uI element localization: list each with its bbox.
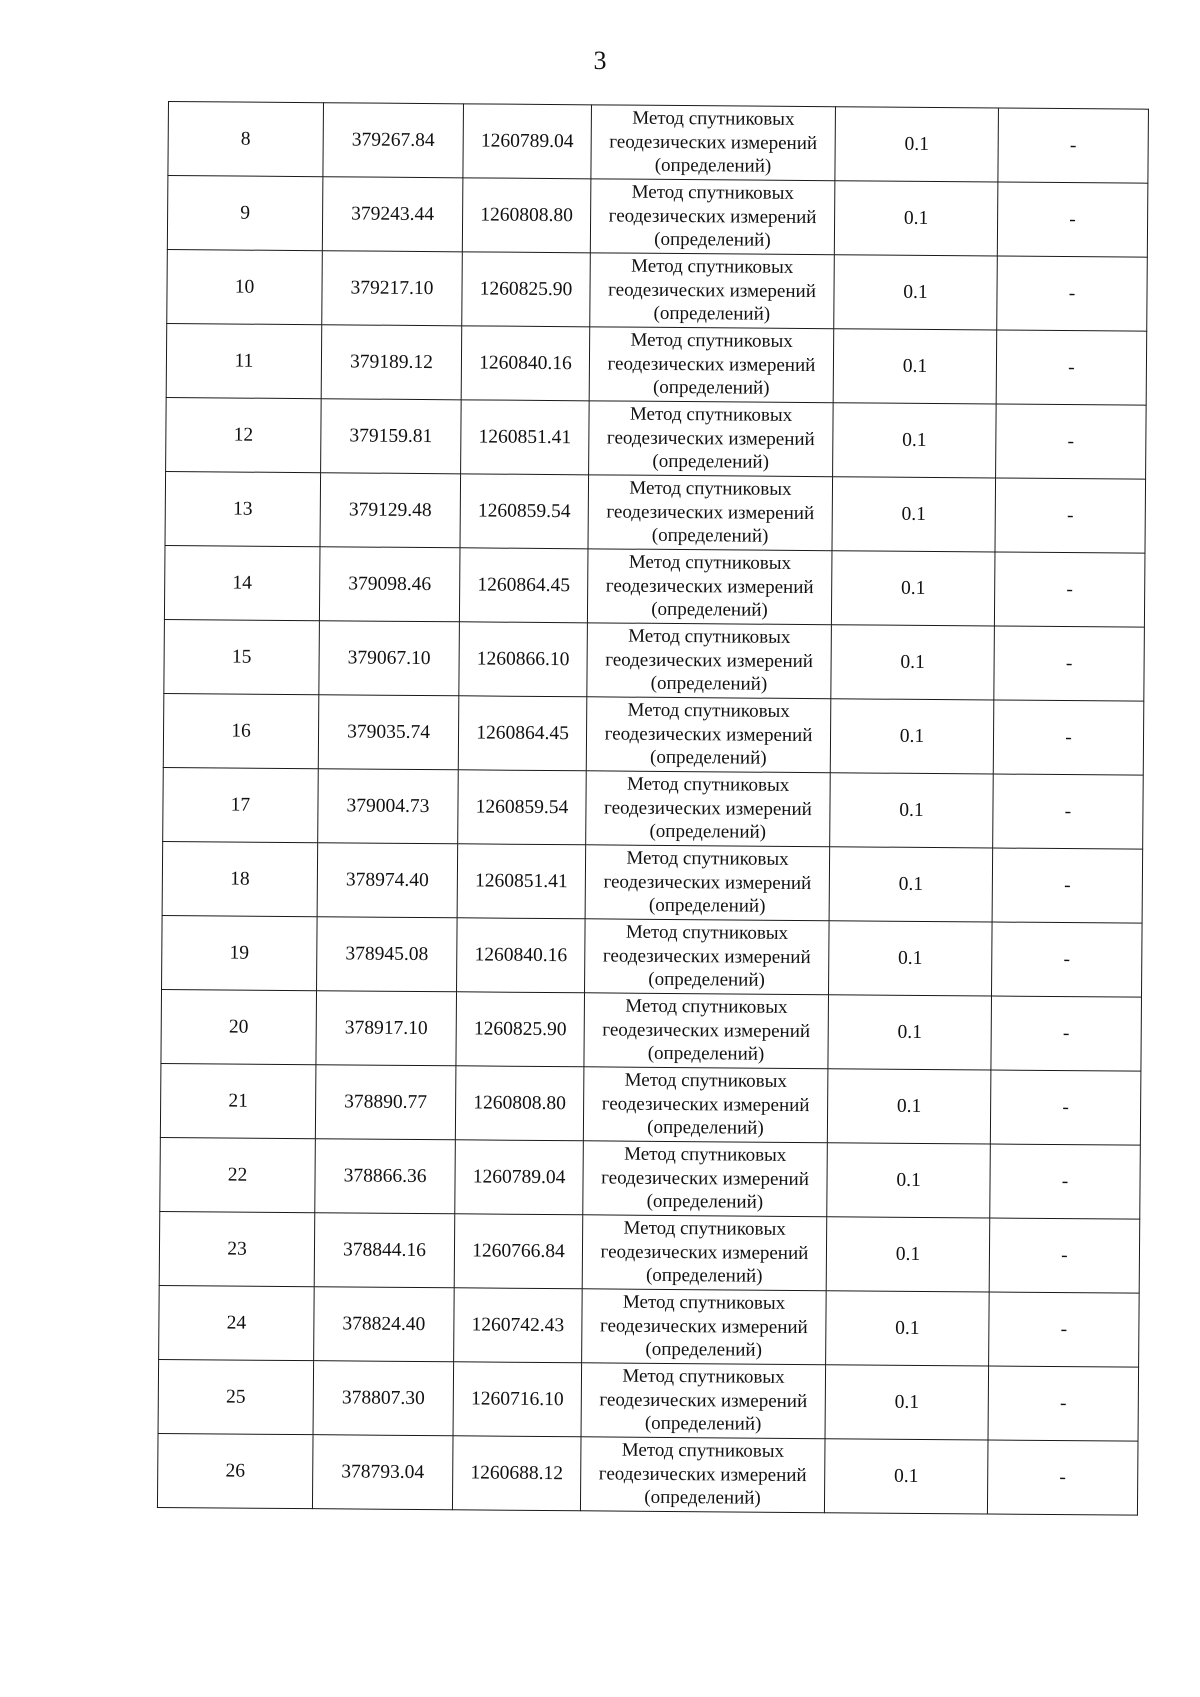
method-text-line: (определений) <box>647 1043 765 1065</box>
method-text-line: Метод спутниковых <box>623 1217 786 1241</box>
method-text-line: Метод спутниковых <box>630 329 793 353</box>
method-text-line: (определений) <box>648 969 765 991</box>
method-cell <box>581 1363 826 1439</box>
method-text-line: геодезических измерений <box>605 575 814 598</box>
x-coordinate-cell: 379067.10 <box>319 621 460 696</box>
method-text-line: геодезических измерений <box>604 723 813 746</box>
method-cell <box>590 179 835 255</box>
x-coordinate-cell: 378824.40 <box>314 1287 455 1362</box>
method-text-line: геодезических измерений <box>601 1167 810 1190</box>
x-coordinate-cell: 378890.77 <box>315 1065 456 1140</box>
table-row <box>161 989 1142 1071</box>
point-number-cell: 23 <box>159 1211 315 1286</box>
table-row <box>165 471 1146 553</box>
point-number-cell: 18 <box>162 841 318 916</box>
accuracy-cell: 0.1 <box>833 403 997 478</box>
method-text-line: геодезических измерений <box>606 427 815 450</box>
method-text-line: (определений) <box>644 1487 761 1509</box>
note-cell: - <box>988 1366 1139 1441</box>
accuracy-cell: 0.1 <box>827 1143 991 1218</box>
point-number-cell: 25 <box>158 1359 314 1434</box>
accuracy-cell: 0.1 <box>826 1291 990 1366</box>
method-text-line: Метод спутниковых <box>624 1069 788 1093</box>
point-number-cell: 19 <box>162 915 318 990</box>
method-text-line: геодезических измерений <box>598 1463 807 1486</box>
method-cell <box>585 919 830 995</box>
note-cell: - <box>989 1292 1140 1367</box>
x-coordinate-cell: 378844.16 <box>314 1213 455 1288</box>
x-coordinate-cell: 379243.44 <box>322 177 463 252</box>
note-cell: - <box>995 478 1146 553</box>
method-cell <box>587 623 832 699</box>
note-cell: - <box>992 848 1143 923</box>
method-text-line: (определений) <box>654 155 772 177</box>
table-row <box>157 1433 1138 1515</box>
method-text-line: (определений) <box>651 599 768 621</box>
method-cell <box>584 993 829 1069</box>
x-coordinate-cell: 379189.12 <box>321 325 462 400</box>
method-text-line: (определений) <box>645 1265 763 1287</box>
note-cell: - <box>994 626 1145 701</box>
note-cell: - <box>994 552 1145 627</box>
table-row <box>164 545 1145 627</box>
x-coordinate-cell: 379159.81 <box>321 399 462 474</box>
note-cell: - <box>990 1070 1141 1145</box>
note-cell: - <box>997 182 1148 257</box>
table-row <box>163 767 1144 849</box>
note-cell: - <box>996 330 1147 405</box>
method-text-line: геодезических измерений <box>608 279 816 302</box>
x-coordinate-cell: 378917.10 <box>316 991 457 1066</box>
table-row <box>164 619 1145 701</box>
point-number-cell: 21 <box>160 1063 316 1138</box>
method-text-line: (определений) <box>652 377 770 399</box>
accuracy-cell: 0.1 <box>826 1217 990 1292</box>
accuracy-cell: 0.1 <box>829 847 993 922</box>
y-coordinate-cell: 1260825.90 <box>462 252 591 327</box>
table-row <box>158 1359 1139 1441</box>
note-cell: - <box>997 256 1148 331</box>
accuracy-cell: 0.1 <box>831 551 995 626</box>
x-coordinate-cell: 379217.10 <box>322 251 463 326</box>
method-text-line: Метод спутниковых <box>625 995 788 1019</box>
page-number: 3 <box>593 46 607 75</box>
y-coordinate-cell: 1260840.16 <box>461 326 590 401</box>
accuracy-cell: 0.1 <box>832 477 996 552</box>
method-text-line: геодезических измерений <box>606 501 815 524</box>
table-row <box>166 397 1147 479</box>
method-text-line: Метод спутниковых <box>625 921 789 945</box>
method-cell <box>589 401 834 477</box>
method-text-line: Метод спутниковых <box>631 181 794 205</box>
table-row <box>160 1063 1141 1145</box>
method-text-line: (определений) <box>648 895 766 917</box>
y-coordinate-cell: 1260716.10 <box>453 1362 582 1437</box>
method-cell <box>583 1067 828 1143</box>
note-cell: - <box>989 1218 1140 1293</box>
accuracy-cell: 0.1 <box>833 329 997 404</box>
point-number-cell: 14 <box>164 545 320 620</box>
point-number-cell: 26 <box>157 1433 313 1508</box>
point-number-cell: 20 <box>161 989 317 1064</box>
table-row <box>168 102 1149 184</box>
point-number-cell: 10 <box>167 249 323 324</box>
note-cell: - <box>990 1144 1141 1219</box>
y-coordinate-cell: 1260688.12 <box>452 1436 581 1511</box>
accuracy-cell: 0.1 <box>835 107 999 182</box>
x-coordinate-cell: 378807.30 <box>313 1361 454 1436</box>
method-cell <box>582 1215 827 1291</box>
accuracy-cell: 0.1 <box>834 255 998 330</box>
note-cell: - <box>993 774 1144 849</box>
method-text-line: (определений) <box>650 673 768 695</box>
coordinates-table-body <box>157 102 1148 1516</box>
y-coordinate-cell: 1260742.43 <box>454 1288 583 1363</box>
point-number-cell: 22 <box>160 1137 316 1212</box>
accuracy-cell: 0.1 <box>828 995 992 1070</box>
method-text-line: (определений) <box>644 1413 762 1435</box>
method-text-line: геодезических измерений <box>603 797 812 820</box>
method-cell <box>590 253 835 329</box>
method-cell <box>591 105 836 181</box>
x-coordinate-cell: 379129.48 <box>320 473 461 548</box>
y-coordinate-cell: 1260859.54 <box>460 474 589 549</box>
y-coordinate-cell: 1260851.41 <box>457 844 586 919</box>
point-number-cell: 16 <box>163 693 319 768</box>
point-number-cell: 12 <box>166 397 322 472</box>
x-coordinate-cell: 379004.73 <box>318 769 459 844</box>
accuracy-cell: 0.1 <box>829 921 993 996</box>
method-text-line: Метод спутниковых <box>622 1365 785 1389</box>
accuracy-cell: 0.1 <box>830 773 994 848</box>
method-text-line: Метод спутниковых <box>632 107 795 131</box>
method-text-line: геодезических измерений <box>602 1019 811 1042</box>
y-coordinate-cell: 1260840.16 <box>457 918 586 993</box>
method-text-line: Метод спутниковых <box>626 847 789 871</box>
y-coordinate-cell: 1260866.10 <box>459 622 588 697</box>
method-cell <box>585 845 830 921</box>
accuracy-cell: 0.1 <box>831 625 995 700</box>
method-cell <box>589 327 834 403</box>
method-text-line: Метод спутниковых <box>622 1291 786 1315</box>
method-text-line: геодезических измерений <box>602 945 811 968</box>
x-coordinate-cell: 378793.04 <box>312 1435 453 1510</box>
table-row <box>162 841 1143 923</box>
note-cell: - <box>991 996 1142 1071</box>
accuracy-cell: 0.1 <box>827 1069 991 1144</box>
accuracy-cell: 0.1 <box>825 1365 989 1440</box>
x-coordinate-cell: 379035.74 <box>318 695 459 770</box>
x-coordinate-cell: 378945.08 <box>317 917 458 992</box>
method-text-line: (определений) <box>653 303 771 325</box>
y-coordinate-cell: 1260851.41 <box>461 400 590 475</box>
y-coordinate-cell: 1260789.04 <box>455 1140 584 1215</box>
method-text-line: геодезических измерений <box>599 1315 808 1338</box>
method-text-line: (определений) <box>646 1191 764 1213</box>
note-cell: - <box>996 404 1147 479</box>
point-number-cell: 13 <box>165 471 321 546</box>
y-coordinate-cell: 1260789.04 <box>463 104 592 179</box>
method-cell <box>582 1289 827 1365</box>
y-coordinate-cell: 1260808.80 <box>455 1066 584 1141</box>
method-text-line: геодезических измерений <box>601 1093 810 1116</box>
point-number-cell: 15 <box>164 619 320 694</box>
y-coordinate-cell: 1260859.54 <box>458 770 587 845</box>
method-text-line: геодезических измерений <box>608 205 817 228</box>
table-row <box>159 1285 1140 1367</box>
accuracy-cell: 0.1 <box>834 181 998 256</box>
x-coordinate-cell: 379267.84 <box>323 103 464 178</box>
table-row <box>166 323 1147 405</box>
method-text-line: (определений) <box>645 1339 763 1361</box>
method-text-line: геодезических измерений <box>609 131 818 154</box>
method-text-line: геодезических измерений <box>607 353 816 376</box>
table-row <box>159 1211 1140 1293</box>
method-text-line: Метод спутниковых <box>621 1439 785 1463</box>
method-text-line: (определений) <box>650 747 767 769</box>
method-text-line: геодезических измерений <box>599 1389 808 1412</box>
method-text-line: Метод спутниковых <box>624 1143 787 1167</box>
method-text-line: (определений) <box>654 229 771 251</box>
method-text-line: геодезических измерений <box>600 1241 809 1264</box>
note-cell: - <box>991 922 1142 997</box>
method-cell <box>586 697 831 773</box>
x-coordinate-cell: 378866.36 <box>315 1139 456 1214</box>
method-cell <box>588 475 833 551</box>
method-text-line: Метод спутниковых <box>629 403 793 427</box>
point-number-cell: 24 <box>159 1285 315 1360</box>
point-number-cell: 11 <box>166 323 322 398</box>
y-coordinate-cell: 1260808.80 <box>462 178 591 253</box>
table-row <box>167 176 1148 258</box>
method-cell <box>580 1437 825 1513</box>
method-text-line: Метод спутниковых <box>626 773 790 797</box>
x-coordinate-cell: 378974.40 <box>317 843 458 918</box>
method-text-line: Метод спутниковых <box>631 255 794 279</box>
coordinates-table-container <box>157 101 1148 1516</box>
y-coordinate-cell: 1260864.45 <box>458 696 587 771</box>
y-coordinate-cell: 1260766.84 <box>454 1214 583 1289</box>
method-cell <box>586 771 831 847</box>
note-cell: - <box>987 1440 1138 1515</box>
method-text-line: Метод спутниковых <box>629 477 792 501</box>
table-row <box>167 249 1148 331</box>
y-coordinate-cell: 1260825.90 <box>456 992 585 1067</box>
table-row <box>162 915 1143 997</box>
method-cell <box>587 549 832 625</box>
point-number-cell: 8 <box>168 102 324 177</box>
method-text-line: Метод спутниковых <box>628 625 791 649</box>
method-text-line: Метод спутниковых <box>628 551 792 575</box>
note-cell: - <box>998 108 1149 183</box>
point-number-cell: 9 <box>167 176 323 251</box>
method-text-line: (определений) <box>651 525 769 547</box>
note-cell: - <box>993 700 1144 775</box>
coordinates-table <box>157 101 1149 1516</box>
method-text-line: (определений) <box>652 451 770 473</box>
x-coordinate-cell: 379098.46 <box>319 547 460 622</box>
method-text-line: геодезических измерений <box>605 649 814 672</box>
table-row <box>163 693 1144 775</box>
method-text-line: (определений) <box>649 821 767 843</box>
method-text-line: (определений) <box>647 1117 764 1139</box>
method-cell <box>583 1141 828 1217</box>
method-text-line: Метод спутниковых <box>627 699 790 723</box>
point-number-cell: 17 <box>163 767 319 842</box>
accuracy-cell: 0.1 <box>824 1439 988 1514</box>
y-coordinate-cell: 1260864.45 <box>459 548 588 623</box>
method-text-line: геодезических измерений <box>603 871 812 894</box>
table-row <box>160 1137 1141 1219</box>
accuracy-cell: 0.1 <box>830 699 994 774</box>
